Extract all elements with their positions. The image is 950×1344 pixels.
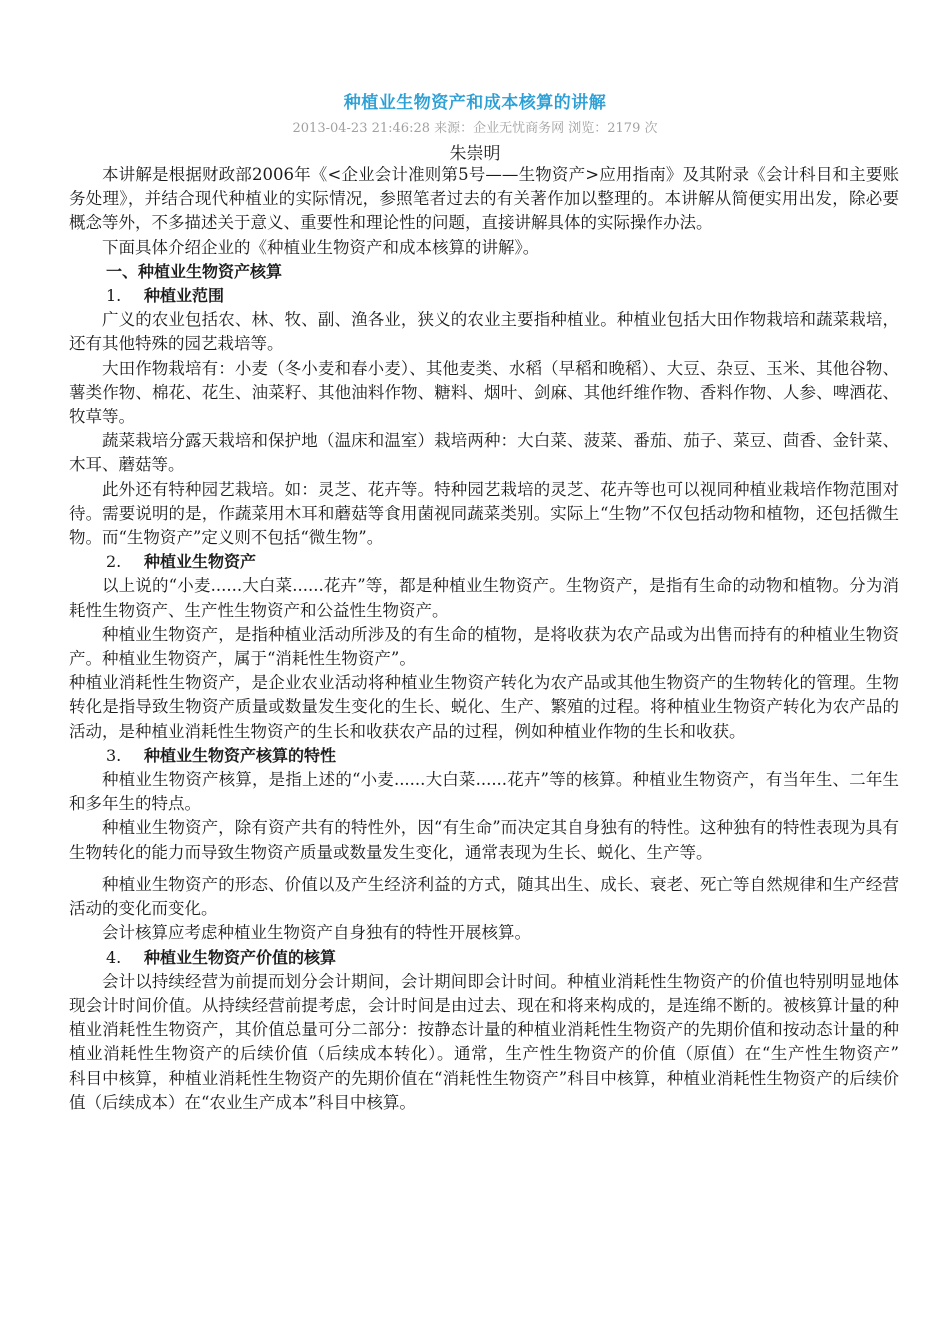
paragraph: 会计以持续经营为前提而划分会计期间，会计期间即会计时间。种植业消耗性生物资产的价值也特别明显地体现会计时间价值。从持续经营前提考虑，会计时间是由过去、现在和将来构成的，是连绵不断的。被核算计量的种植业消耗性生物资产，其价值总量可分二部分：按静态计量的种植业消耗性生物资产的先期价值和按动态计量的种植业消耗性生物资产的后续价值（后续成本转化）。通常，生产性生物资产的价值（原值）在“生产性生物资产” 科目中核算，种植业消耗性生物资产的先期价值在“消耗性生物资产”科目中核算，种植业消耗性生物资产的后续价值（后续成本）在“农业生产成本”科目中核算。 bbox=[69, 971, 916, 1112]
subsection-title: 种植业生物资产 bbox=[144, 552, 257, 572]
paragraph: 种植业生物资产，除有资产共有的特性外，因“有生命”而决定其自身独有的特性。这种独有的特性表现为具有生物转化的能力而导致生物资产质量或数量发生变化，通常表现为生长、蜕化、生产等。 bbox=[69, 818, 899, 862]
paragraph: 大田作物栽培有：小麦（冬小麦和春小麦）、其他麦类、水稻（早稻和晚稻）、大豆、杂豆、玉米、其他谷物、薯类作物、棉花、花生、油菜籽、其他油料作物、糖料、烟叶、剑麻、其他纤维作物、香料作物、人参、啤酒花、牧草等。 bbox=[69, 358, 899, 427]
paragraph: 种植业生物资产的形态、价值以及产生经济利益的方式，随其出生、成长、衰老、死亡等自然规律和生产经营活动的变化而变化。 bbox=[69, 874, 899, 919]
subsection-heading bbox=[69, 550, 899, 574]
paragraph: 下面具体介绍企业的《种植业生物资产和成本核算的讲解》。 bbox=[102, 237, 540, 257]
subsection-heading bbox=[69, 744, 899, 768]
subsection-heading bbox=[69, 946, 899, 970]
article-meta: 2013-04-23 21:46:28 来源：企业无忧商务网 浏览：2179 次 bbox=[292, 121, 658, 136]
paragraph: 广义的农业包括农、林、牧、副、渔各业，狭义的农业主要指种植业。种植业包括大田作物栽培和蔬菜栽培，还有其他特殊的园艺栽培等。 bbox=[69, 310, 899, 354]
subsection-title: 种植业范围 bbox=[144, 286, 225, 306]
paragraph: 此外还有特种园艺栽培。如：灵芝、花卉等。特种园艺栽培的灵芝、花卉等也可以视同种植业栽培作物范围对待。需要说明的是，作蔬菜用木耳和蘑菇等食用菌视同蔬菜类别。实际上“生物”不仅包括动物和植物，还包括微生物。而“生物资产”定义则不包括“微生物”。 bbox=[69, 479, 899, 548]
paragraph: 蔬菜栽培分露天栽培和保护地（温床和温室）栽培两种：大白菜、菠菜、番茄、茄子、菜豆、茴香、金针菜、木耳、蘑菇等。 bbox=[69, 431, 899, 475]
paragraph: 以上说的“小麦......大白菜......花卉”等，都是种植业生物资产。生物资产，是指有生命的动物和植物。分为消耗性生物资产、生产性生物资产和公益性生物资产。 bbox=[69, 576, 899, 620]
section-heading: 一、种植业生物资产核算 bbox=[106, 261, 283, 281]
article-author: 朱崇明 bbox=[449, 144, 501, 164]
subsection-number: 3. bbox=[106, 745, 122, 765]
subsection-heading bbox=[69, 284, 899, 308]
paragraph: 种植业消耗性生物资产，是企业农业活动将种植业生物资产转化为农产品或其他生物资产的生物转化的管理。生物转化是指导致生物资产质量或数量发生变化的生长、蜕化、生产、繁殖的过程。将种植业生物资产转化为农产品的活动，是种植业消耗性生物资产的生长和收获农产品的过程，例如种植业作物的生长和收获。 bbox=[69, 673, 899, 741]
subsection-title: 种植业生物资产核算的特性 bbox=[144, 745, 337, 765]
subsection-number: 1. bbox=[106, 286, 122, 306]
paragraph: 种植业生物资产核算，是指上述的“小麦......大白菜......花卉”等的核算。种植业生物资产，有当年生、二年生和多年生的特点。 bbox=[69, 770, 899, 814]
article-body bbox=[69, 163, 916, 1115]
article-title: 种植业生物资产和成本核算的讲解 bbox=[343, 93, 607, 113]
subsection-number: 2. bbox=[106, 552, 122, 572]
subsection-number: 4. bbox=[106, 947, 122, 967]
paragraph: 种植业生物资产，是指种植业活动所涉及的有生命的植物，是将收获为农产品或为出售而持有的种植业生物资产。种植业生物资产，属于“消耗性生物资产”。 bbox=[69, 624, 899, 669]
paragraph: 会计核算应考虑种植业生物资产自身独有的特性开展核算。 bbox=[102, 923, 531, 943]
paragraph: 本讲解是根据财政部2006年《<企业会计准则第5号——生物资产>应用指南》及其附录《会计科目和主要账务处理》，并结合现代种植业的实际情况，参照笔者过去的有关著作加以整理的。本讲解从简便实用出发，除必要概念等外，不多描述关于意义、重要性和理论性的问题，直接讲解具体的实际操作办法。 bbox=[69, 165, 899, 233]
subsection-title: 种植业生物资产价值的核算 bbox=[144, 947, 337, 967]
